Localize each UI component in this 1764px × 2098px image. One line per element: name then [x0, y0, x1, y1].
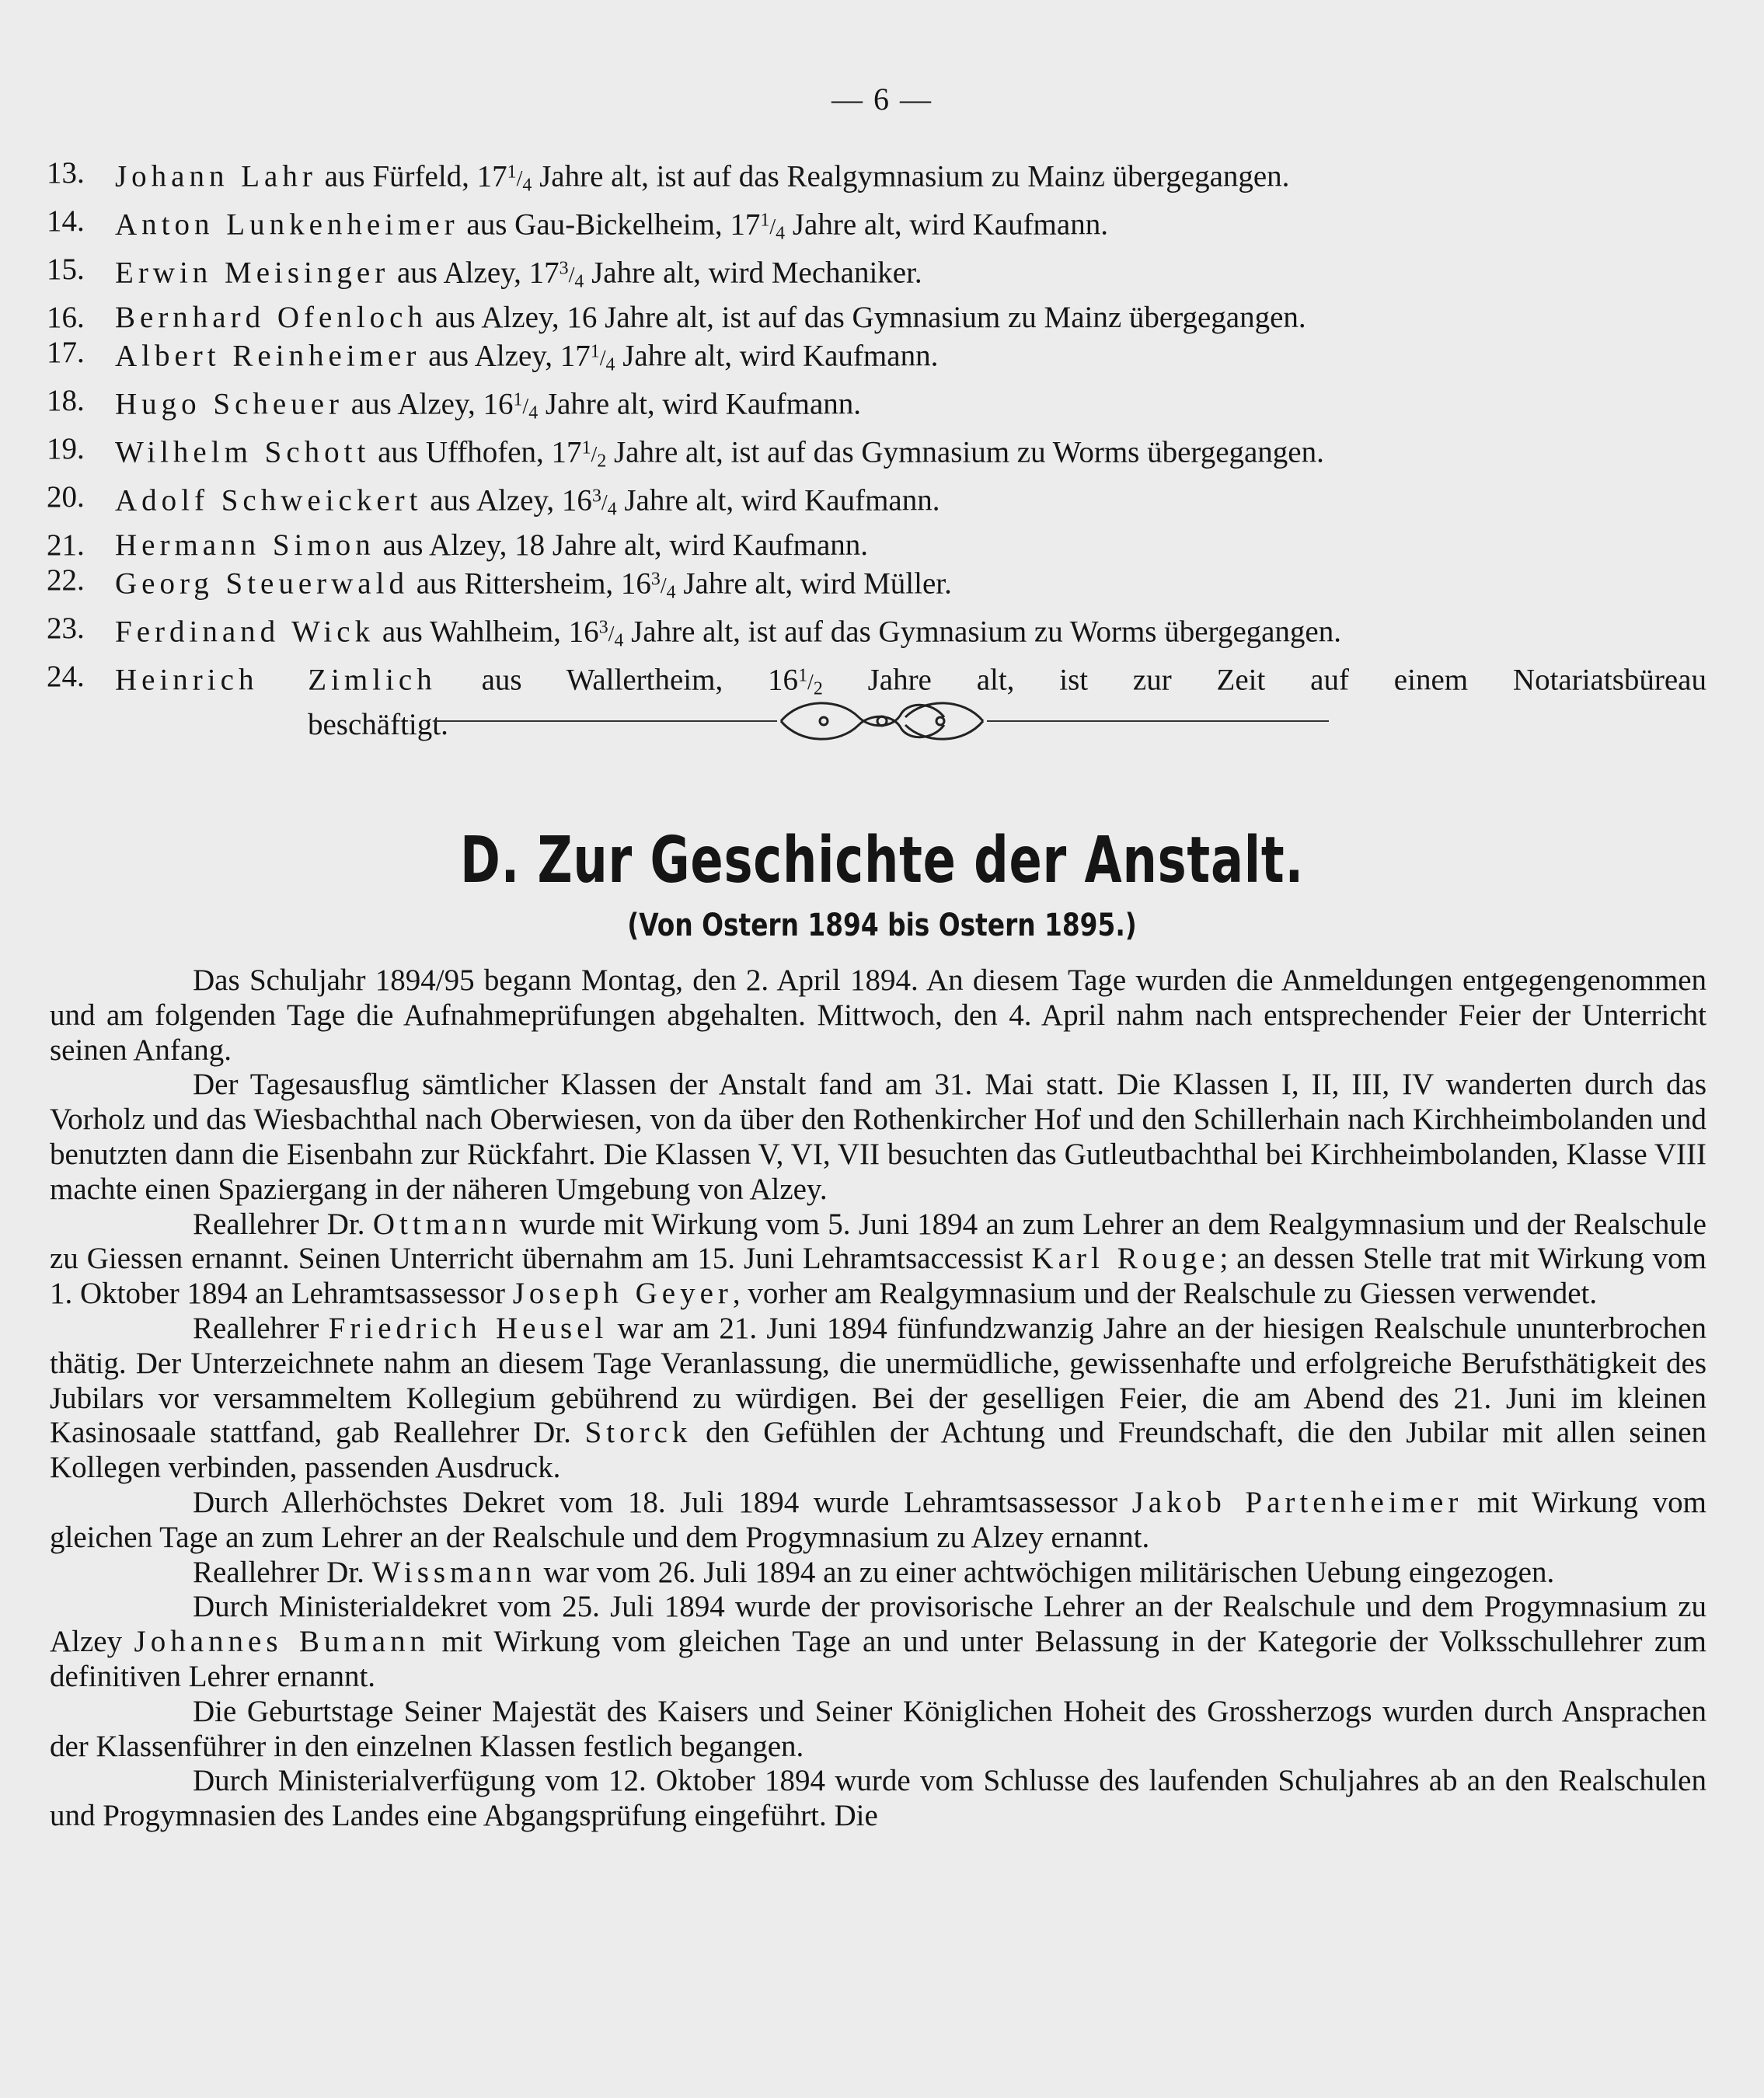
entry-continuation: beschäftigt.: [308, 707, 448, 741]
student-list: [47, 155, 1706, 742]
age-fraction: $^3/_4$: [598, 617, 624, 651]
entry-number: 17.: [47, 335, 85, 369]
person-name: Friedrich Heusel: [328, 1311, 608, 1345]
age-fraction: $^1/_4$: [760, 210, 786, 244]
student-entry: [47, 611, 1706, 659]
page-number: — 6 —: [831, 82, 933, 117]
entry-text: Ferdinand Wick aus Wahlheim, $16^3/_4$ Jahre alt, ist auf das Gymnasium zu Worms übergegangen.: [115, 615, 1341, 651]
student-name: Erwin Meisinger: [115, 256, 390, 290]
paragraph: Durch Ministerialverfügung vom 12. Oktober 1894 wurde vom Schlusse des laufenden Schuljahres ab an den Realschulen und Progymnasien des Landes eine Abgangsprüfung eingeführt. Die: [50, 1764, 1706, 1833]
person-name: Karl Rouge: [1031, 1242, 1220, 1276]
entry-text: Georg Steuerwald aus Rittersheim, $16^3/_4$ Jahre alt, wird Müller.: [115, 566, 952, 603]
entry-text: Heinrich Zimlich aus Wallertheim, $16^1/_2$ Jahre alt, ist zur Zeit auf einem Notariatsbüreau: [115, 663, 1706, 699]
student-name: Albert Reinheimer: [115, 339, 421, 373]
student-name: Johann Lahr: [115, 159, 317, 193]
entry-text: Johann Lahr aus Fürfeld, $17^1/_4$ Jahre alt, ist auf das Realgymnasium zu Mainz übergegangen.: [115, 159, 1290, 196]
person-name: Jakob Partenheimer: [1131, 1485, 1463, 1519]
entry-text: Bernhard Ofenloch aus Alzey, 16 Jahre alt, ist auf das Gymnasium zu Mainz übergegangen.: [115, 300, 1306, 334]
entry-text: Adolf Schweickert aus Alzey, $16^3/_4$ Jahre alt, wird Kaufmann.: [115, 483, 940, 520]
age-fraction: $^1/_4$: [513, 389, 539, 423]
student-name: Hugo Scheuer: [115, 387, 344, 421]
paragraph: Reallehrer Friedrich Heusel war am 21. Juni 1894 fünfundzwanzig Jahre an der hiesigen Realschule ununterbrochen thätig. Der Unterzeichnete nahm an diesem Tage Veranlassung, die unermüdliche, gewissenhafte und erfolgreiche Berufsthätigkeit des Jubilars vor versammeltem Kollegium gebührend zu würdigen. Bei der geselligen Feier, die am Abend des 21. Juni im kleinen Kasinosaale stattfand, gab Reallehrer Dr. Storck den Gefühlen der Achtung und Freundschaft, die den Jubilar mit allen seinen Kollegen verbinden, passenden Ausdruck.: [50, 1311, 1707, 1485]
paragraph: Reallehrer Dr. Ottmann wurde mit Wirkung vom 5. Juni 1894 an zum Lehrer an dem Realgymnasium und der Realschule zu Giessen ernannt. Seinen Unterricht übernahm am 15. Juni Lehramtsaccessist Karl Rouge; an dessen Stelle trat mit Wirkung vom 1. Oktober 1894 an Lehramtsassessor Joseph Geyer, vorher am Realgymnasium und der Realschule zu Giessen verwendet.: [50, 1207, 1706, 1311]
person-name: Ottmann: [372, 1207, 512, 1241]
entry-text: Erwin Meisinger aus Alzey, $17^3/_4$ Jahre alt, wird Mechaniker.: [115, 256, 922, 292]
entry-number: 24.: [47, 659, 85, 693]
entry-number: 19.: [47, 431, 85, 465]
person-name: Storck: [584, 1416, 692, 1450]
entry-text: Hermann Simon aus Alzey, 18 Jahre alt, wird Kaufmann.: [115, 528, 869, 562]
entry-number: 20.: [47, 479, 85, 514]
paragraph: Der Tagesausflug sämtlicher Klassen der Anstalt fand am 31. Mai statt. Die Klassen I, II, III, IV wanderten durch das Vorholz und das Wiesbachthal nach Oberwiesen, von da über den Rothenkircher Hof und den Schillerhain nach Kirchheimbolanden und benutzten dann die Eisenbahn zur Rückfahrt. Die Klassen V, VI, VII besuchten das Gutleutbachthal bei Kirchheimbolanden, Klasse VIII machte einen Spaziergang in der näheren Umgebung von Alzey.: [50, 1068, 1706, 1206]
person-name: Johannes Bumann: [134, 1625, 431, 1659]
entry-number: 21.: [47, 528, 85, 562]
age-fraction: $^1/_2$: [798, 665, 823, 699]
paragraph: Durch Ministerialdekret vom 25. Juli 1894 wurde der provisorische Lehrer an der Realschule und dem Progymnasium zu Alzey Johannes Bumann mit Wirkung vom gleichen Tage an und unter Belassung in der Kategorie der Volksschullehrer zum definitiven Lehrer ernannt.: [50, 1590, 1706, 1693]
student-name: Anton Lunkenheimer: [115, 207, 459, 242]
entry-number: 22.: [47, 563, 85, 597]
entry-number: 15.: [47, 252, 85, 286]
student-name: Hermann Simon: [115, 528, 375, 562]
entry-number: 18.: [47, 383, 85, 417]
entry-text: Hugo Scheuer aus Alzey, $16^1/_4$ Jahre alt, wird Kaufmann.: [115, 387, 862, 423]
ornamental-divider: [435, 690, 1329, 752]
age-fraction: $^1/_2$: [581, 437, 607, 472]
entry-text: Albert Reinheimer aus Alzey, $17^1/_4$ Jahre alt, wird Kaufmann.: [115, 339, 939, 375]
student-entry: [47, 252, 1706, 300]
student-entry: [47, 300, 1706, 335]
student-entry: [47, 563, 1706, 611]
student-name: Ferdinand Wick: [115, 615, 375, 649]
paragraph: Reallehrer Dr. Wissmann war vom 26. Juli 1894 an zu einer achtwöchigen militärischen Uebung eingezogen.: [193, 1555, 1555, 1589]
person-name: Wissmann: [371, 1555, 536, 1589]
entry-number: 23.: [47, 611, 85, 645]
entry-number: 14.: [47, 204, 85, 238]
student-entry: [47, 204, 1706, 252]
section-heading: D. Zur Geschichte der Anstalt.: [460, 824, 1304, 897]
entry-number: 13.: [47, 156, 85, 190]
age-fraction: $^3/_4$: [559, 258, 584, 292]
student-name: Heinrich Zimlich: [115, 663, 437, 697]
student-name: Wilhelm Schott: [115, 435, 371, 469]
age-fraction: $^1/_4$: [507, 162, 532, 196]
paragraph: Durch Allerhöchstes Dekret vom 18. Juli 1894 wurde Lehramtsassessor Jakob Partenheimer mit Wirkung vom gleichen Tage an zum Lehrer an der Realschule und dem Progymnasium zu Alzey ernannt.: [50, 1485, 1706, 1554]
age-fraction: $^3/_4$: [591, 486, 617, 520]
person-name: Joseph Geyer: [512, 1277, 733, 1311]
student-entry: [47, 155, 1706, 204]
age-fraction: $^1/_4$: [590, 341, 615, 375]
section-body: [50, 964, 1706, 1834]
student-entry: [47, 431, 1706, 479]
student-entry: [47, 335, 1706, 383]
student-name: Bernhard Ofenloch: [115, 300, 427, 334]
student-name: Adolf Schweickert: [115, 483, 423, 518]
student-entry: [47, 383, 1706, 431]
paragraph: Das Schuljahr 1894/95 begann Montag, den 2. April 1894. An diesem Tage wurden die Anmeldungen entgegengenommen und am folgenden Tage die Aufnahmeprüfungen abgehalten. Mittwoch, den 4. April nahm nach entsprechender Feier der Unterricht seinen Anfang.: [50, 964, 1706, 1067]
entry-number: 16.: [47, 300, 85, 334]
student-name: Georg Steuerwald: [115, 566, 409, 601]
student-entry: [47, 479, 1706, 528]
student-entry: [47, 528, 1706, 563]
entry-text: Wilhelm Schott aus Uffhofen, $17^1/_2$ Jahre alt, ist auf das Gymnasium zu Worms übergegangen.: [115, 435, 1324, 472]
section-subheading: (Von Ostern 1894 bis Ostern 1895.): [627, 908, 1137, 943]
entry-text: Anton Lunkenheimer aus Gau-Bickelheim, $17^1/_4$ Jahre alt, wird Kaufmann.: [115, 207, 1108, 244]
paragraph: Die Geburtstage Seiner Majestät des Kaisers und Seiner Königlichen Hoheit des Grossherzogs wurden durch Ansprachen der Klassenführer in den einzelnen Klassen festlich begangen.: [50, 1694, 1706, 1763]
age-fraction: $^3/_4$: [650, 569, 676, 603]
